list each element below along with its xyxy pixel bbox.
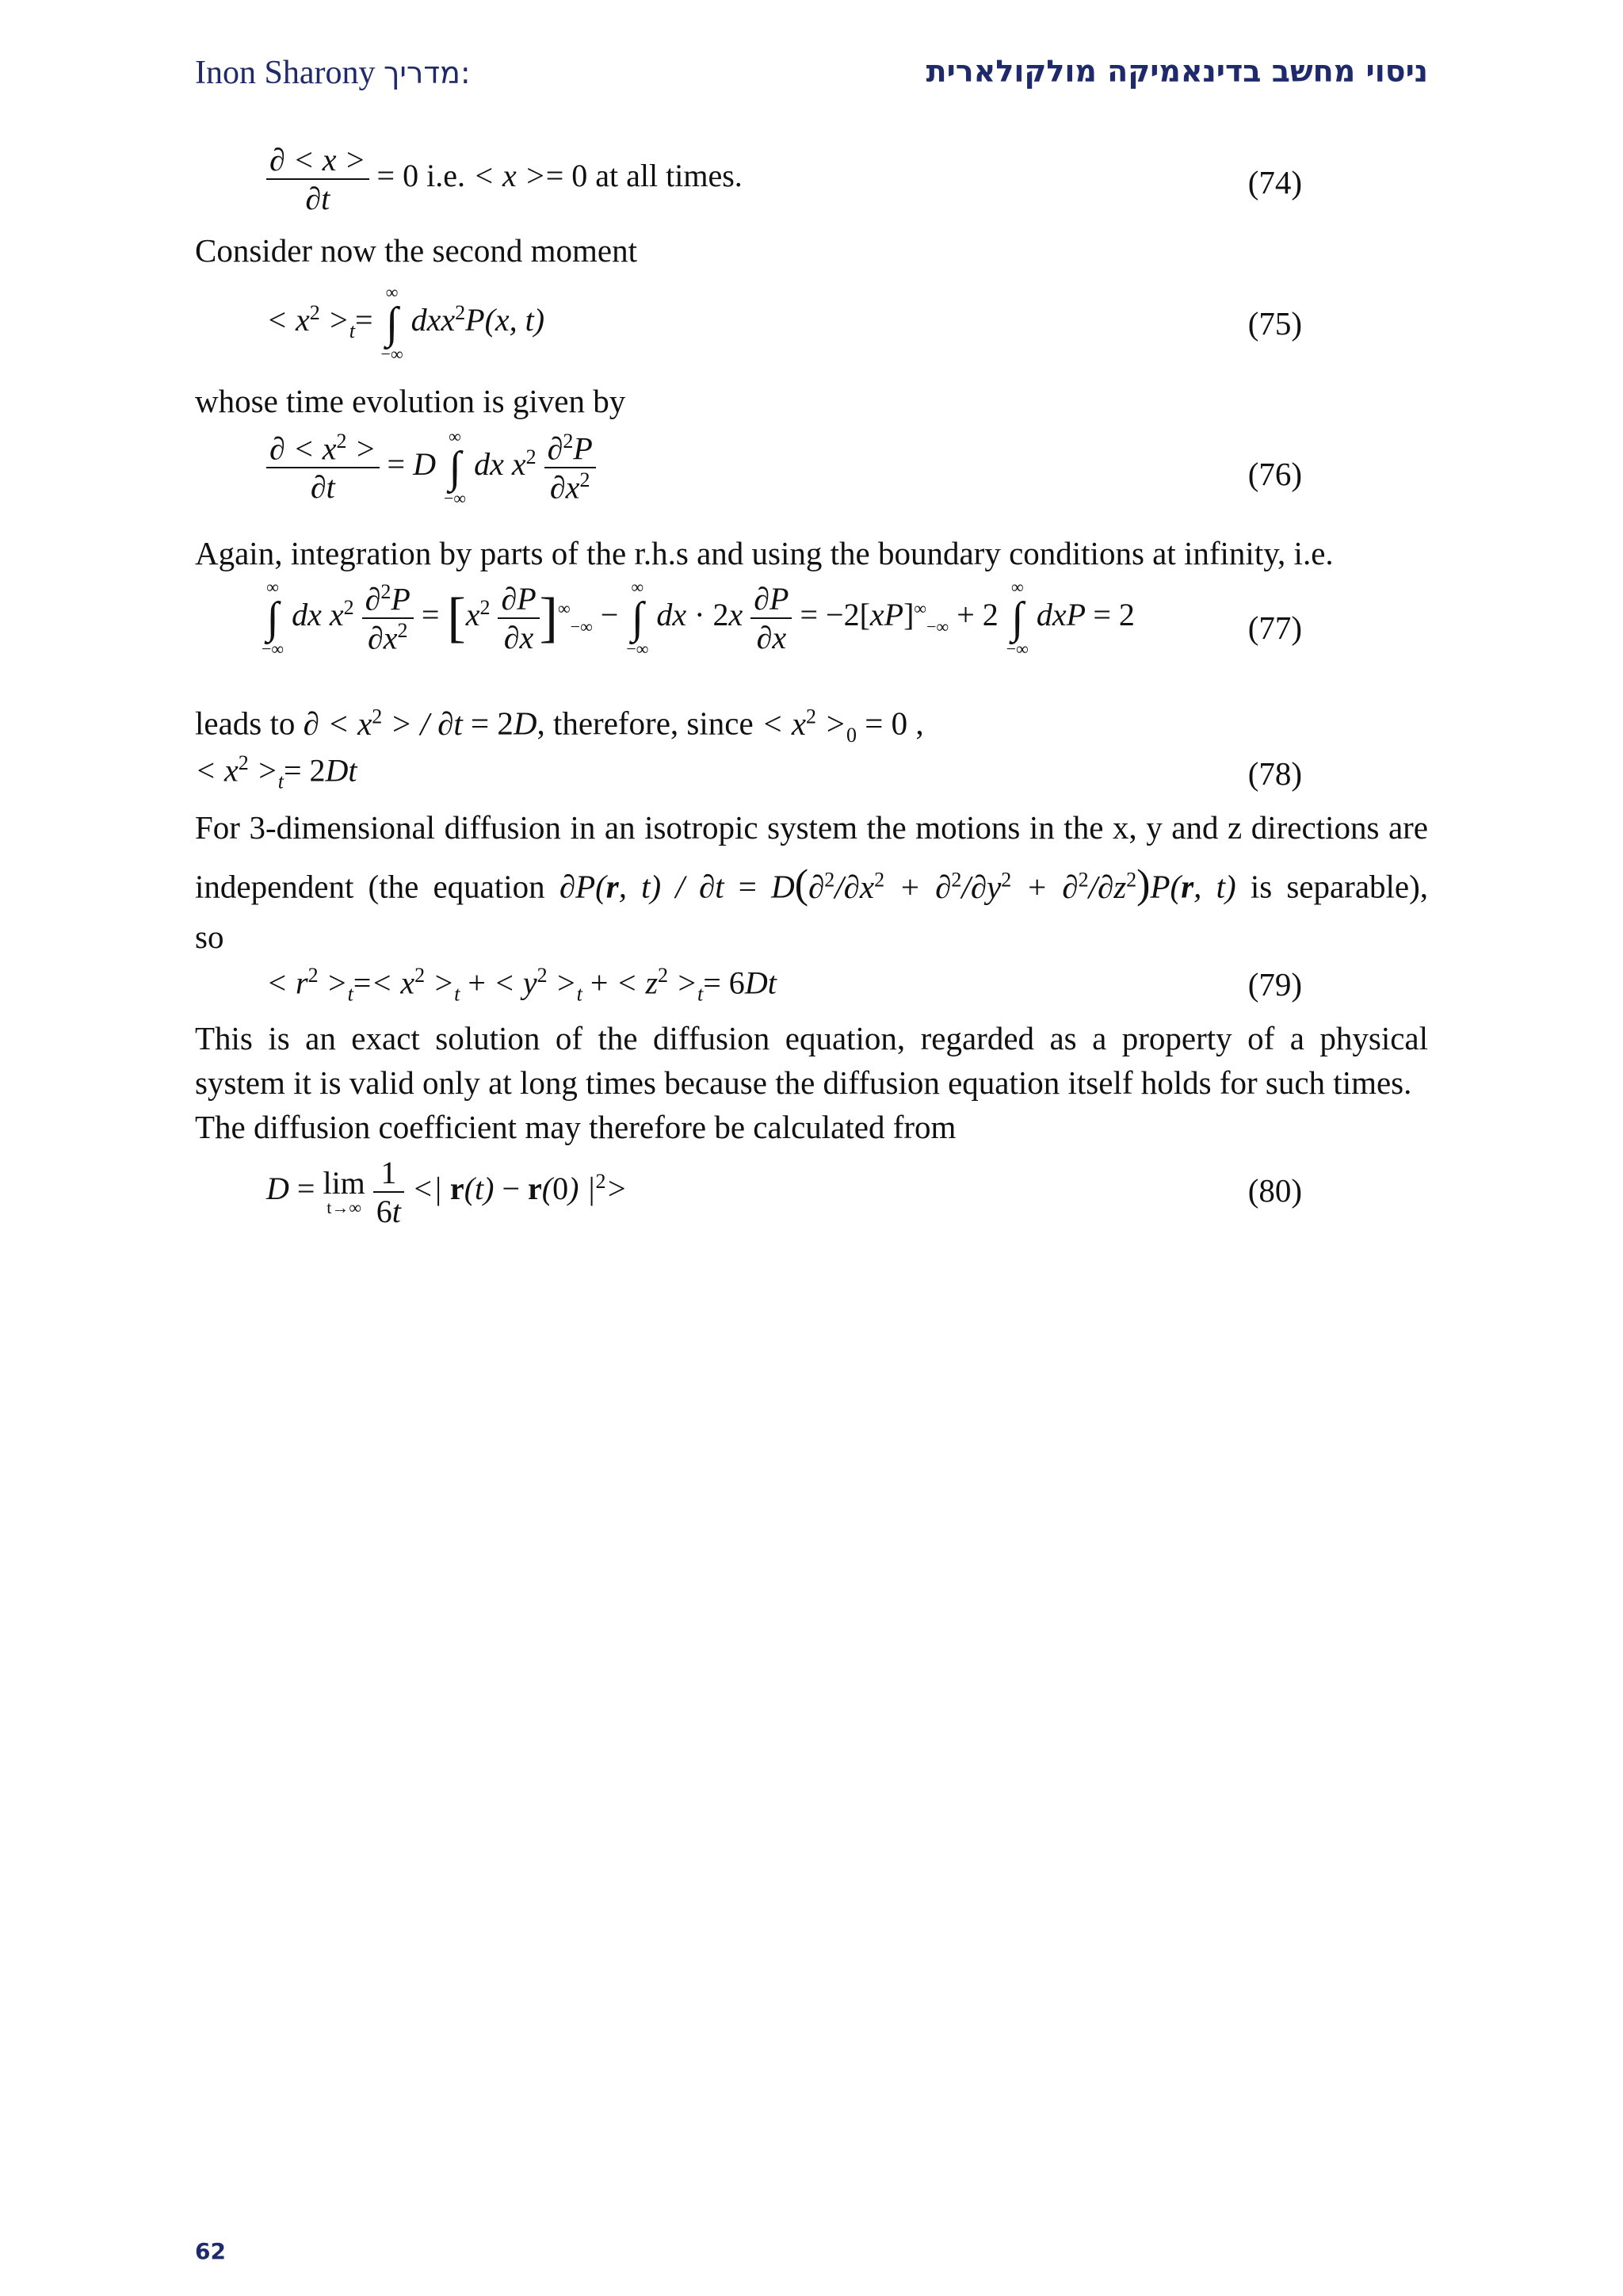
therefore-since-text: , therefore, since: [537, 705, 754, 742]
equation-74: $\frac{\partial < x >}{\partial t}$ = 0 i.e. < x >= 0 at all times.: [266, 141, 743, 217]
equation-78: < $x^2 >_t= 2Dt$: [195, 751, 357, 793]
eq-number-77: (77): [1247, 609, 1302, 646]
header-instructor: [195, 54, 471, 92]
paragraph-leads-to: leads to ∂ < $x^2$ > / ∂t = 2D, therefore, since < $x^2 >_0 = 0$ ,: [195, 705, 924, 747]
eq74-text: at all times.: [595, 158, 743, 194]
equation-79: < $r^2 >_t=< x^2 >_t$ + < $y^2 >_t$ + < $z^2 >_t= 6Dt$: [266, 964, 777, 1006]
equation-75: < $x^2 >_t=$ ∞ ∫ −∞ dxx$^2$P(x, t): [266, 282, 545, 364]
paragraph-3d-line-1: For 3-dimensional diffusion in an isotropic system the motions in the x, y and z directions are: [195, 809, 1428, 846]
eq-number-79: (79): [1247, 966, 1302, 1003]
eq-number-74: (74): [1247, 164, 1302, 201]
eq-number-78: (78): [1247, 755, 1302, 792]
paragraph-second-moment: Consider now the second moment: [195, 232, 637, 269]
paragraph-3d-line-3: so: [195, 919, 224, 955]
eq-number-76: (76): [1247, 456, 1302, 492]
instructor-name: Inon Sharony: [195, 55, 376, 91]
equation-76: $\frac{\partial < x^2 >}{\partial t}$ = D ∞ ∫ −∞ dx $x^2$ $\frac{\partial^2P}{\partial x^2}$: [266, 428, 596, 507]
eq-number-80: (80): [1247, 1172, 1302, 1209]
paragraph-exact-line-3: The diffusion coefficient may therefore be calculated from: [195, 1109, 957, 1145]
instructor-label: מדריך:: [383, 55, 471, 90]
equation-77: ∞ ∫ −∞ dx $x^2$ $\frac{\partial^2P}{\partial x^2}$ = [$x^2$ $\frac{\partial P}{\partial x}$ ]$^\infty_{-\infty}$ − ∞ ∫ −∞ dx · 2x $\frac{\partial P}{\partial x}$ = $-2[xP]^\infty_{-\infty} + 2$ ∞ ∫ −∞ dxP = 2: [262, 577, 1135, 659]
eq74-ie: i.e.: [426, 158, 465, 194]
separable-text: is separable),: [1250, 868, 1429, 905]
equation-80: D = lim t→∞ $\frac{1}{6t}$ <| r(t) − r(0) $|^2>$: [266, 1155, 628, 1229]
leads-to-text: leads to: [195, 705, 296, 742]
paragraph-exact-line-2: system it is valid only at long times because the diffusion equation itself holds for such times.: [195, 1064, 1412, 1101]
paragraph-integration-by-parts: Again, integration by parts of the r.h.s and using the boundary conditions at infinity, i.e.: [195, 535, 1334, 571]
paragraph-exact-line-1: This is an exact solution of the diffusion equation, regarded as a property of a physical: [195, 1020, 1428, 1056]
paragraph-time-evolution: whose time evolution is given by: [195, 383, 626, 419]
eq-number-75: (75): [1247, 305, 1302, 342]
header-course-title: ניסוי מחשב בדינאמיקה מולקולארית: [926, 54, 1428, 89]
page-number: 62: [195, 2238, 226, 2264]
paragraph-3d-line-2: independent (the equation ∂P(r, $t) / \partial t = D(\partial^2/\partial x^2 + \partial^2/\partial y^2 + \partial^2/\partial z^2)P(r$, t) is separable),: [195, 861, 1429, 907]
independent-text: independent (the equation: [195, 868, 545, 905]
